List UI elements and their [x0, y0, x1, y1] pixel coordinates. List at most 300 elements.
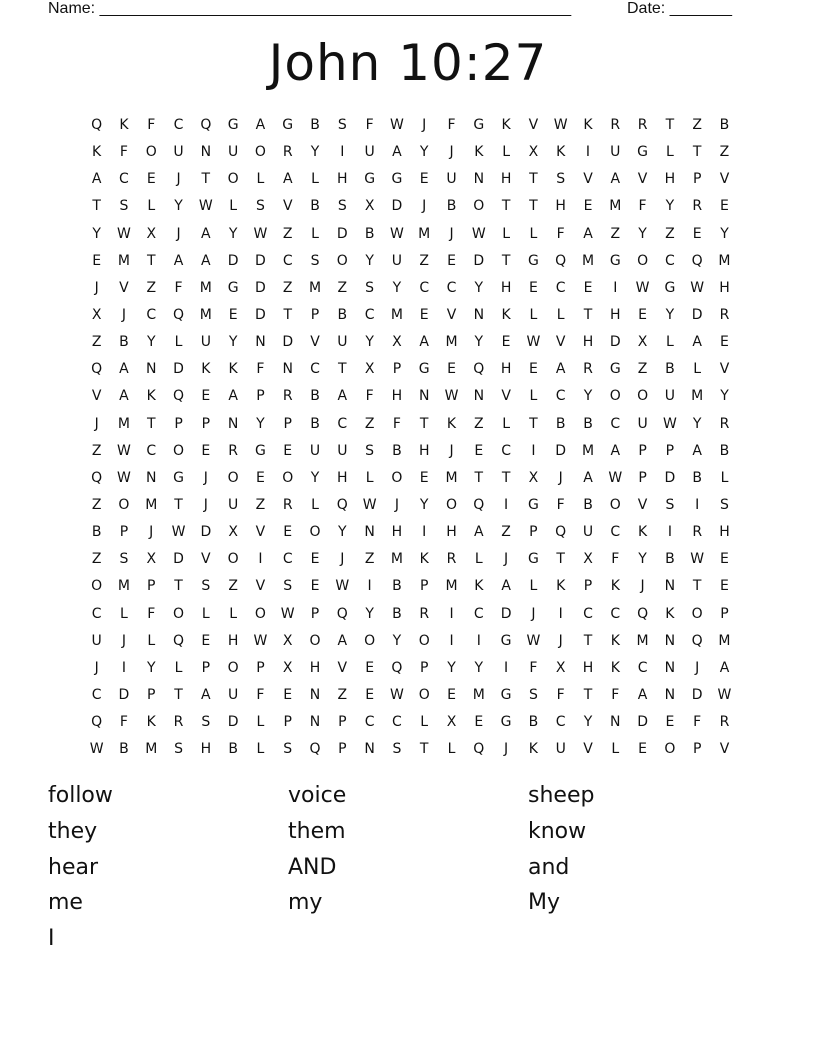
grid-letter: J: [449, 144, 454, 161]
grid-letter: M: [308, 279, 322, 296]
grid-letter: W: [253, 632, 268, 649]
grid-letter: K: [474, 144, 484, 161]
grid-letter: B: [692, 469, 702, 486]
grid-letter: X: [364, 361, 375, 378]
grid-letter: E: [419, 469, 429, 486]
grid-letter: T: [583, 632, 593, 649]
grid-letter: Y: [419, 496, 429, 513]
grid-letter: P: [147, 578, 156, 595]
grid-letter: M: [199, 279, 212, 296]
grid-letter: O: [637, 388, 649, 405]
grid-letter: K: [419, 551, 429, 568]
grid-letter: P: [119, 524, 129, 541]
grid-letter: N: [364, 741, 375, 758]
grid-letter: X: [282, 659, 293, 676]
grid-letter: P: [638, 442, 647, 459]
grid-letter: Q: [309, 741, 321, 758]
grid-letter: E: [665, 714, 675, 731]
grid-letter: V: [719, 741, 730, 758]
grid-letter: L: [529, 388, 538, 405]
grid-letter: W: [717, 686, 732, 703]
grid-letter: R: [719, 714, 730, 731]
grid-letter: S: [556, 171, 566, 188]
grid-letter: G: [527, 252, 539, 269]
grid-letter: O: [664, 741, 676, 758]
grid-letter: F: [119, 144, 128, 161]
grid-letter: B: [446, 198, 457, 215]
grid-letter: K: [637, 524, 648, 541]
grid-letter: O: [227, 469, 239, 486]
grid-letter: V: [637, 171, 648, 188]
grid-letter: U: [582, 524, 594, 541]
grid-letter: L: [529, 306, 538, 323]
grid-letter: F: [174, 279, 183, 296]
word-list-item: my: [288, 890, 323, 916]
grid-letter: C: [610, 605, 621, 622]
grid-letter: A: [119, 388, 129, 405]
grid-letter: H: [227, 632, 239, 649]
grid-letter: K: [610, 578, 620, 595]
grid-letter: U: [173, 144, 184, 161]
grid-letter: V: [255, 524, 266, 541]
grid-letter: L: [311, 225, 319, 242]
grid-letter: C: [119, 171, 129, 188]
grid-letter: Z: [255, 496, 266, 513]
grid-letter: R: [173, 714, 184, 731]
grid-letter: G: [227, 279, 239, 296]
grid-letter: T: [583, 686, 593, 703]
grid-letter: I: [585, 144, 591, 161]
grid-letter: X: [637, 334, 648, 351]
grid-letter: Z: [610, 225, 621, 242]
grid-letter: Y: [146, 334, 156, 351]
grid-letter: P: [283, 714, 292, 731]
grid-letter: X: [392, 334, 402, 351]
grid-letter: C: [610, 415, 621, 432]
word-list-item: AND: [288, 854, 337, 880]
grid-letter: G: [609, 361, 621, 378]
grid-letter: S: [119, 551, 129, 568]
grid-letter: O: [254, 144, 266, 161]
grid-letter: M: [581, 442, 595, 459]
grid-letter: F: [556, 496, 565, 513]
grid-letter: G: [527, 496, 539, 513]
grid-letter: Q: [473, 496, 485, 513]
grid-letter: F: [556, 686, 565, 703]
grid-letter: K: [528, 741, 538, 758]
grid-letter: E: [419, 306, 429, 323]
grid-letter: L: [256, 714, 265, 731]
grid-letter: N: [473, 306, 485, 323]
grid-letter: U: [664, 388, 675, 405]
grid-letter: Z: [637, 361, 648, 378]
grid-letter: Z: [719, 144, 730, 161]
grid-letter: S: [392, 741, 402, 758]
grid-letter: I: [667, 524, 672, 541]
grid-letter: W: [389, 117, 404, 133]
grid-letter: Y: [392, 632, 402, 649]
grid-letter: B: [392, 442, 402, 459]
grid-letter: J: [695, 659, 700, 676]
grid-letter: S: [283, 741, 293, 758]
grid-letter: G: [500, 632, 512, 649]
grid-letter: Y: [174, 198, 183, 215]
grid-letter: E: [583, 198, 593, 215]
grid-letter: L: [120, 605, 128, 622]
grid-letter: T: [665, 117, 675, 133]
grid-letter: K: [610, 632, 620, 649]
grid-letter: E: [638, 306, 648, 323]
grid-letter: K: [610, 659, 620, 676]
grid-letter: K: [92, 144, 102, 161]
grid-letter: E: [365, 686, 375, 703]
grid-letter: P: [692, 741, 702, 758]
grid-letter: C: [91, 686, 102, 703]
word-list-item: they: [48, 818, 98, 844]
grid-letter: J: [558, 469, 563, 486]
grid-letter: V: [282, 198, 293, 215]
grid-letter: Z: [282, 279, 293, 296]
grid-letter: H: [555, 198, 566, 215]
word-list-item: and: [528, 854, 570, 880]
grid-letter: G: [527, 551, 539, 568]
grid-letter: P: [692, 171, 702, 188]
grid-letter: G: [500, 714, 512, 731]
grid-letter: O: [637, 252, 649, 269]
grid-letter: A: [583, 469, 593, 486]
grid-letter: T: [529, 171, 538, 188]
grid-letter: P: [174, 415, 183, 432]
grid-letter: I: [422, 524, 427, 541]
grid-letter: Y: [638, 225, 647, 242]
grid-letter: C: [146, 442, 157, 459]
grid-letter: V: [555, 334, 566, 351]
grid-letter: L: [174, 334, 183, 351]
grid-letter: A: [474, 524, 484, 541]
word-list-item: know: [528, 818, 587, 844]
grid-letter: N: [418, 388, 430, 405]
grid-letter: B: [310, 117, 320, 133]
grid-letter: V: [255, 578, 266, 595]
grid-letter: T: [501, 198, 511, 215]
grid-letter: J: [422, 117, 427, 133]
grid-letter: A: [255, 117, 266, 133]
grid-letter: E: [310, 578, 320, 595]
grid-letter: X: [228, 524, 238, 541]
grid-letter: Q: [91, 714, 103, 731]
grid-letter: Z: [501, 524, 511, 541]
grid-letter: O: [173, 442, 185, 459]
grid-letter: C: [310, 361, 320, 378]
grid-letter: P: [338, 741, 347, 758]
grid-letter: F: [529, 659, 538, 676]
grid-letter: I: [340, 144, 345, 161]
grid-letter: L: [529, 225, 538, 242]
grid-letter: T: [338, 361, 347, 378]
grid-letter: L: [502, 144, 510, 161]
grid-letter: F: [693, 714, 702, 731]
grid-letter: J: [176, 225, 181, 242]
grid-letter: K: [474, 578, 484, 595]
grid-letter: F: [638, 198, 647, 215]
grid-letter: D: [473, 252, 485, 269]
grid-letter: M: [418, 225, 431, 242]
grid-letter: H: [719, 279, 730, 296]
grid-letter: C: [91, 605, 102, 622]
grid-letter: C: [473, 605, 484, 622]
grid-letter: E: [256, 469, 265, 486]
grid-letter: Q: [555, 524, 567, 541]
grid-letter: O: [91, 578, 103, 595]
grid-letter: X: [146, 225, 157, 242]
grid-letter: A: [392, 144, 402, 161]
grid-letter: S: [255, 198, 265, 215]
grid-letter: B: [392, 578, 402, 595]
grid-letter: Z: [228, 578, 238, 595]
grid-letter: M: [636, 632, 649, 649]
grid-letter: Y: [638, 551, 647, 568]
grid-letter: S: [310, 252, 320, 269]
grid-letter: A: [583, 225, 593, 242]
grid-letter: O: [445, 496, 458, 513]
grid-letter: R: [637, 117, 648, 133]
grid-letter: Z: [692, 117, 702, 133]
grid-letter: M: [390, 551, 403, 568]
grid-letter: D: [691, 686, 703, 703]
grid-letter: J: [94, 279, 99, 296]
grid-letter: A: [228, 388, 238, 405]
grid-letter: H: [719, 524, 730, 541]
grid-letter: P: [256, 388, 265, 405]
grid-letter: G: [255, 442, 266, 459]
grid-letter: A: [610, 171, 621, 188]
grid-letter: N: [282, 361, 293, 378]
grid-letter: X: [528, 144, 539, 161]
grid-letter: T: [692, 144, 702, 161]
name-field-label: Name: _____________________________________________________: [48, 0, 572, 17]
grid-letter: Y: [310, 469, 320, 486]
grid-letter: A: [91, 171, 102, 188]
grid-letter: D: [173, 361, 184, 378]
grid-letter: A: [719, 659, 730, 676]
grid-letter: E: [283, 686, 293, 703]
grid-letter: O: [254, 605, 266, 622]
grid-letter: C: [555, 279, 566, 296]
grid-letter: E: [638, 741, 648, 758]
grid-letter: Z: [146, 279, 157, 296]
grid-letter: R: [282, 144, 293, 161]
grid-letter: I: [504, 659, 509, 676]
grid-letter: I: [613, 279, 618, 296]
grid-letter: C: [583, 605, 593, 622]
grid-letter: J: [149, 524, 154, 541]
grid-letter: H: [446, 524, 457, 541]
grid-letter: Z: [419, 252, 429, 269]
grid-letter: S: [665, 496, 675, 513]
grid-letter: O: [309, 632, 321, 649]
grid-letter: T: [174, 578, 183, 595]
grid-letter: C: [146, 306, 157, 323]
grid-letter: W: [117, 442, 131, 459]
grid-letter: Z: [91, 496, 102, 513]
grid-letter: D: [609, 334, 621, 351]
grid-letter: S: [174, 741, 183, 758]
grid-letter: Q: [691, 252, 703, 269]
grid-letter: X: [364, 198, 375, 215]
grid-letter: M: [117, 252, 130, 269]
grid-letter: G: [282, 117, 294, 133]
grid-letter: X: [583, 551, 593, 568]
grid-letter: Y: [692, 415, 702, 432]
grid-letter: I: [504, 496, 509, 513]
grid-letter: W: [280, 605, 295, 622]
grid-letter: D: [664, 469, 676, 486]
grid-letter: G: [664, 279, 676, 296]
grid-letter: D: [336, 225, 348, 242]
grid-letter: Y: [474, 334, 484, 351]
grid-letter: U: [637, 415, 648, 432]
grid-letter: L: [611, 741, 620, 758]
grid-letter: J: [176, 171, 181, 188]
grid-letter: O: [691, 605, 703, 622]
grid-letter: W: [471, 225, 486, 242]
grid-letter: L: [447, 741, 456, 758]
grid-letter: B: [719, 442, 730, 459]
grid-letter: A: [201, 686, 211, 703]
grid-letter: V: [719, 361, 730, 378]
grid-letter: C: [282, 551, 293, 568]
grid-letter: Y: [365, 252, 374, 269]
grid-letter: T: [419, 415, 429, 432]
grid-letter: O: [418, 686, 430, 703]
page-title: John 10:27: [268, 34, 548, 92]
grid-letter: L: [256, 741, 265, 758]
grid-letter: N: [309, 714, 321, 731]
grid-letter: H: [337, 469, 348, 486]
grid-letter: A: [692, 442, 702, 459]
grid-letter: E: [201, 442, 211, 459]
grid-letter: D: [200, 524, 212, 541]
grid-letter: L: [147, 198, 156, 215]
grid-letter: D: [227, 252, 239, 269]
grid-letter: K: [146, 714, 156, 731]
grid-letter: T: [692, 578, 702, 595]
grid-letter: U: [337, 442, 348, 459]
grid-letter: B: [91, 524, 102, 541]
grid-letter: H: [200, 741, 212, 758]
grid-letter: F: [119, 714, 128, 731]
grid-letter: W: [444, 388, 459, 405]
grid-letter: Y: [146, 659, 156, 676]
grid-letter: F: [365, 388, 374, 405]
grid-letter: H: [337, 171, 348, 188]
grid-letter: C: [555, 388, 566, 405]
grid-letter: T: [529, 415, 538, 432]
grid-letter: S: [119, 198, 129, 215]
grid-letter: J: [531, 605, 536, 622]
grid-letter: I: [476, 632, 481, 649]
grid-letter: Z: [91, 334, 102, 351]
grid-letter: Z: [282, 225, 293, 242]
grid-letter: H: [500, 279, 512, 296]
grid-letter: B: [719, 117, 730, 133]
grid-letter: J: [449, 225, 454, 242]
grid-letter: N: [255, 334, 266, 351]
grid-letter: F: [147, 117, 156, 133]
grid-letter: H: [418, 442, 430, 459]
grid-letter: X: [446, 714, 457, 731]
grid-letter: W: [635, 279, 650, 296]
grid-letter: E: [692, 225, 702, 242]
grid-letter: I: [531, 442, 536, 459]
grid-letter: E: [474, 714, 484, 731]
grid-letter: G: [418, 361, 430, 378]
grid-letter: J: [504, 551, 509, 568]
grid-letter: O: [473, 198, 485, 215]
grid-letter: D: [391, 198, 403, 215]
grid-letter: L: [502, 415, 510, 432]
grid-letter: E: [283, 524, 293, 541]
grid-letter: K: [446, 415, 457, 432]
grid-letter: D: [118, 686, 130, 703]
grid-letter: C: [282, 252, 293, 269]
grid-letter: M: [581, 252, 595, 269]
grid-letter: K: [501, 306, 511, 323]
grid-letter: C: [364, 306, 375, 323]
grid-letter: H: [500, 361, 512, 378]
grid-letter: W: [526, 632, 541, 649]
grid-letter: A: [337, 632, 348, 649]
grid-letter: N: [664, 578, 676, 595]
grid-letter: C: [555, 714, 566, 731]
grid-letter: B: [310, 388, 320, 405]
grid-letter: A: [610, 442, 621, 459]
grid-letter: T: [174, 686, 183, 703]
grid-letter: H: [664, 171, 676, 188]
grid-letter: H: [610, 306, 621, 323]
grid-letter: L: [720, 469, 729, 486]
grid-letter: U: [309, 442, 321, 459]
grid-letter: G: [364, 171, 376, 188]
grid-letter: J: [340, 551, 345, 568]
grid-letter: J: [94, 415, 99, 432]
grid-letter: N: [146, 361, 157, 378]
grid-letter: O: [118, 496, 130, 513]
grid-letter: U: [364, 144, 375, 161]
grid-letter: D: [555, 442, 567, 459]
grid-letter: O: [364, 632, 376, 649]
grid-letter: C: [364, 714, 375, 731]
grid-letter: C: [610, 524, 621, 541]
grid-letter: P: [147, 686, 156, 703]
grid-letter: Q: [691, 632, 703, 649]
grid-letter: M: [691, 388, 704, 405]
grid-letter: V: [91, 388, 102, 405]
grid-letter: Y: [665, 198, 675, 215]
grid-letter: J: [449, 442, 454, 459]
grid-letter: M: [145, 741, 158, 758]
grid-letter: F: [611, 686, 620, 703]
grid-letter: P: [419, 578, 429, 595]
grid-letter: O: [145, 144, 157, 161]
grid-letter: P: [283, 415, 292, 432]
grid-letter: V: [583, 741, 593, 758]
grid-letter: A: [337, 388, 348, 405]
grid-letter: N: [146, 469, 157, 486]
grid-letter: E: [310, 551, 320, 568]
word-list-item: them: [288, 818, 346, 844]
grid-letter: V: [310, 334, 320, 351]
